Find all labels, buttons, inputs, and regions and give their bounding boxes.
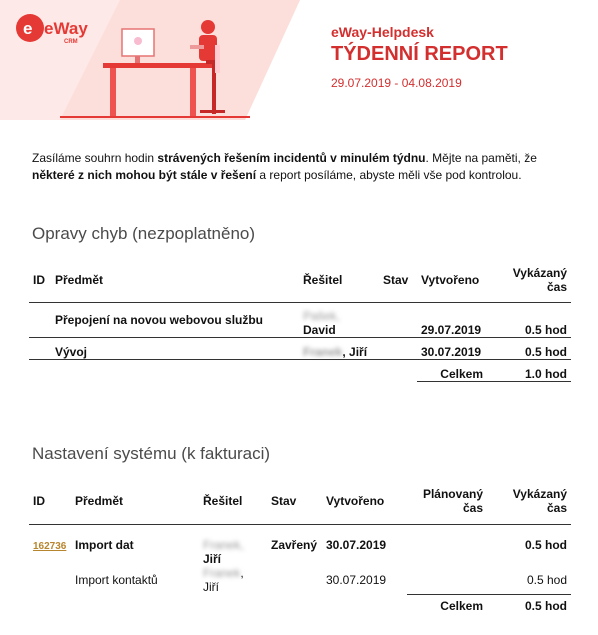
cell-reported: 0.5 hod (526, 572, 567, 587)
solver-firstname: Jiří (203, 552, 222, 566)
col-subject: Předmět (51, 258, 299, 302)
cell-state (379, 337, 417, 359)
report-title: TÝDENNÍ REPORT (331, 43, 508, 65)
cell-reported: 0.5 hod (487, 302, 571, 337)
col-reported: Vykázaný čas (487, 258, 571, 302)
section-title-bug-fixes: Opravy chyb (nezpoplatněno) (32, 224, 256, 243)
cell-planned (407, 566, 487, 594)
intro-text-2: . Mějte na paměti, že (425, 151, 537, 165)
date-range: 29.07.2019 - 04.08.2019 (331, 76, 462, 90)
cell-solver (199, 524, 267, 566)
solver-firstname: David (303, 322, 336, 337)
solver-firstname: , Jiří (203, 566, 244, 594)
col-state: Stav (267, 479, 322, 524)
solver-surname: Franek, (203, 538, 244, 552)
cell-id (29, 337, 51, 359)
cell-solver (299, 302, 379, 337)
bug-fixes-table (29, 258, 571, 382)
app-name: eWay-Helpdesk (331, 24, 434, 40)
col-reported: Vykázaný čas (487, 479, 571, 524)
cell-state (267, 566, 322, 594)
cell-subject: Import kontaktů (75, 573, 158, 587)
cell-id (29, 566, 71, 594)
total-value: 1.0 hod (487, 359, 571, 381)
intro-text-3: a report posíláme, abyste měli vše pod kontrolou. (256, 168, 522, 182)
col-solver: Řešitel (199, 479, 267, 524)
total-label: Celkem (407, 594, 487, 618)
svg-text:e: e (23, 19, 33, 38)
cell-reported: 0.5 hod (487, 337, 571, 359)
col-planned: Plánovaný čas (407, 479, 487, 524)
cell-created: 30.07.2019 (326, 538, 387, 553)
report-header (0, 0, 598, 120)
intro-bold-1: strávených řešením incidentů v minulém týdnu (157, 151, 426, 165)
total-row (29, 594, 571, 618)
header-titles (331, 24, 508, 90)
cell-state: Zavřený (271, 538, 318, 553)
intro-text-1: Zasíláme souhrn hodin (32, 151, 158, 165)
cell-solver (199, 566, 267, 594)
ticket-link[interactable]: 162736 (33, 541, 67, 553)
col-state: Stav (379, 258, 417, 302)
col-solver: Řešitel (299, 258, 379, 302)
svg-text:eWay: eWay (44, 19, 88, 38)
intro-bold-2: některé z nich mohou být stále v řešení (32, 168, 257, 182)
col-id: ID (29, 479, 71, 524)
table-row (29, 524, 571, 566)
intro-paragraph (32, 150, 572, 184)
cell-solver (299, 337, 379, 359)
solver-surname: Pašek, (303, 308, 340, 323)
cell-subject: Přepojení na novou webovou službu (51, 302, 299, 337)
solver-surname: Franek (303, 344, 343, 359)
cell-id (29, 524, 71, 566)
col-subject: Předmět (71, 479, 199, 524)
section-title-system-setup: Nastavení systému (k fakturaci) (32, 444, 271, 463)
table-row (29, 337, 571, 359)
cell-planned (407, 524, 487, 566)
col-id: ID (29, 258, 51, 302)
cell-created: 30.07.2019 (417, 337, 487, 359)
eway-logo (14, 10, 94, 50)
svg-text:CRM: CRM (64, 39, 78, 45)
cell-id (29, 302, 51, 337)
system-setup-table (29, 479, 571, 618)
table-row (29, 566, 571, 594)
col-created: Vytvořeno (322, 479, 407, 524)
col-created: Vytvořeno (417, 258, 487, 302)
total-value: 0.5 hod (487, 594, 571, 618)
total-label: Celkem (417, 359, 487, 381)
solver-firstname: , Jiří (342, 344, 368, 359)
cell-state (379, 302, 417, 337)
total-row (29, 359, 571, 381)
cell-reported: 0.5 hod (524, 538, 567, 553)
table-row (29, 302, 571, 337)
cell-created: 30.07.2019 (326, 573, 387, 587)
cell-subject: Import dat (75, 538, 134, 553)
cell-subject: Vývoj (51, 337, 299, 359)
cell-created: 29.07.2019 (417, 302, 487, 337)
solver-surname: Franek (203, 566, 241, 580)
